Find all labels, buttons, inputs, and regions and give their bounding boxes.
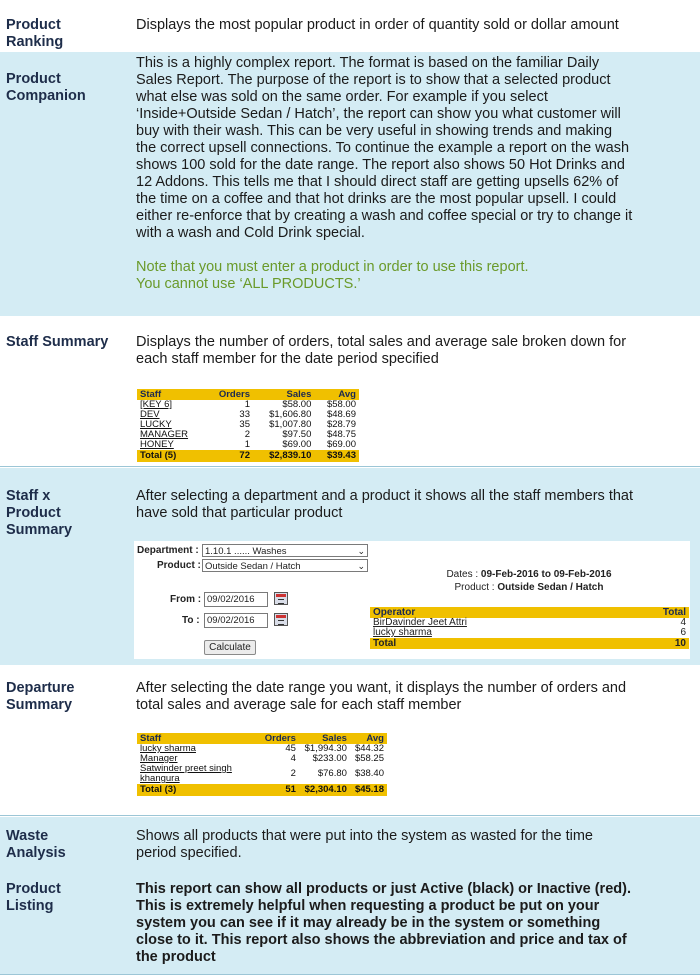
- operator-link[interactable]: BirDavinder Jeet Attri: [373, 617, 467, 628]
- table-row: LUCKY 35 $1,007.80 $28.79: [137, 420, 359, 430]
- table-row: lucky sharma 6: [370, 628, 689, 638]
- table-row: MANAGER 2 $97.50 $48.75: [137, 430, 359, 440]
- to-label: To :: [182, 615, 200, 626]
- staff-link[interactable]: Satwinder preet singh khangura: [140, 763, 232, 784]
- staff-link[interactable]: [KEY 6]: [140, 399, 173, 410]
- desc-waste-analysis: Shows all products that were put into the system as wasted for the time period specified.: [136, 828, 593, 861]
- row-product-ranking: [0, 0, 700, 52]
- product-select[interactable]: Outside Sedan / Hatch ⌄: [202, 559, 368, 572]
- term-product-companion: Product Companion: [6, 71, 86, 104]
- staff-link[interactable]: MANAGER: [140, 429, 189, 440]
- table-row: Manager 4 $233.00 $58.25: [137, 754, 387, 764]
- desc-staff-summary: Displays the number of orders, total sales and average sale broken down for each staff member for the date period specified: [136, 334, 627, 367]
- row-staff-summary: [0, 316, 700, 467]
- desc-product-ranking: Displays the most popular product in order of quantity sold or dollar amount: [136, 17, 619, 33]
- table-row: [KEY 6] 1 $58.00 $58.00: [137, 400, 359, 410]
- staff-summary-table: [137, 389, 359, 462]
- chevron-down-icon: ⌄: [357, 561, 365, 571]
- row-departure-summary: [0, 666, 700, 816]
- term-departure-summary: Departure Summary: [6, 680, 75, 713]
- row-waste-analysis: [0, 817, 700, 873]
- operator-table: [370, 607, 689, 649]
- calendar-icon[interactable]: [274, 592, 288, 605]
- staff-link[interactable]: Manager: [140, 753, 178, 764]
- operator-link[interactable]: lucky sharma: [373, 627, 432, 638]
- term-product-listing: Product Listing: [6, 881, 61, 914]
- term-staff-summary: Staff Summary: [6, 334, 109, 350]
- staff-link[interactable]: HONEY: [140, 439, 174, 450]
- departure-summary-table: [137, 733, 387, 796]
- desc-staff-x-product-summary: After selecting a department and a product it shows all the staff members that have sold that particular product: [136, 488, 634, 521]
- department-label: Department :: [137, 545, 199, 556]
- table-header-row: Staff Orders Sales Avg: [137, 733, 387, 744]
- table-total-row: Total 10: [370, 638, 689, 649]
- department-select[interactable]: 1.10.1 ...... Washes ⌄: [202, 544, 368, 557]
- table-row: HONEY 1 $69.00 $69.00: [137, 440, 359, 450]
- table-row: Satwinder preet singh khangura 2 $76.80 $38.40: [137, 764, 387, 784]
- report-product: Product : Outside Sedan / Hatch: [454, 582, 604, 593]
- chevron-down-icon: ⌄: [357, 546, 365, 556]
- term-waste-analysis: Waste Analysis: [6, 828, 66, 861]
- staff-link[interactable]: LUCKY: [140, 419, 172, 430]
- staff-link[interactable]: lucky sharma: [140, 743, 196, 754]
- table-row: DEV 33 $1,606.80 $48.69: [137, 410, 359, 420]
- from-label: From :: [170, 594, 202, 605]
- report-dates: Dates : 09-Feb-2016 to 09-Feb-2016: [446, 569, 612, 580]
- desc-departure-summary: After selecting the date range you want, it displays the number of orders and total sales and average sale for each staff member: [136, 680, 627, 713]
- table-total-row: Total (3) 51 $2,304.10 $45.18: [137, 784, 387, 796]
- term-staff-x-product-summary: Staff x Product Summary: [6, 488, 73, 538]
- row-product-listing: [0, 873, 700, 975]
- table-header-row: Operator Total: [370, 607, 689, 618]
- row-product-companion: [0, 52, 700, 316]
- table-row: lucky sharma 45 $1,994.30 $44.32: [137, 744, 387, 754]
- calendar-icon[interactable]: [274, 613, 288, 626]
- to-date-input[interactable]: 09/02/2016: [204, 613, 268, 628]
- table-header-row: Staff Orders Sales Avg: [137, 389, 359, 400]
- note-line-1: Note that you must enter a product in order to use this report.: [136, 259, 529, 275]
- desc-product-listing: This report can show all products or just Active (black) or Inactive (red). This is extremely helpful when requesting a product be put on your system you can see if it may already be in the system or something close to it. This report also shows the abbreviation and price and tax of the product: [136, 881, 631, 965]
- product-label: Product :: [157, 560, 201, 571]
- table-row: BirDavinder Jeet Attri 4: [370, 618, 689, 628]
- term-product-ranking: Product Ranking: [6, 17, 64, 50]
- calculate-button[interactable]: Calculate: [204, 640, 256, 655]
- staff-product-form-panel: [134, 541, 690, 659]
- note-line-2: You cannot use ‘ALL PRODUCTS.’: [136, 276, 361, 292]
- staff-link[interactable]: DEV: [140, 409, 160, 420]
- table-total-row: Total (5) 72 $2,839.10 $39.43: [137, 450, 359, 462]
- desc-product-companion: This is a highly complex report. The format is based on the familiar Daily Sales Report. The purpose of the report is to show that a selected product what else was sold on the same order. For example if you select ‘Inside+Outside Sedan / Hatch’, the report can show you what customer will buy with their wash. This can be very useful in showing trends and making the correct upsell connections. To continue the example a report on the wash shows 100 sold for the date range. The report also shows 50 Hot Drinks and 12 Addons. This tells me that I should direct staff are getting upsells 62% of the time on a coffee and that hot drinks are the most popular upsell. I could either re-enforce that by creating a wash and coffee special or try to change it with a wash and Cold Drink special. Note that you must enter a product in order to use this report. You cannot use ‘ALL PRODUCTS.’: [136, 55, 696, 293]
- from-date-input[interactable]: 09/02/2016: [204, 592, 268, 607]
